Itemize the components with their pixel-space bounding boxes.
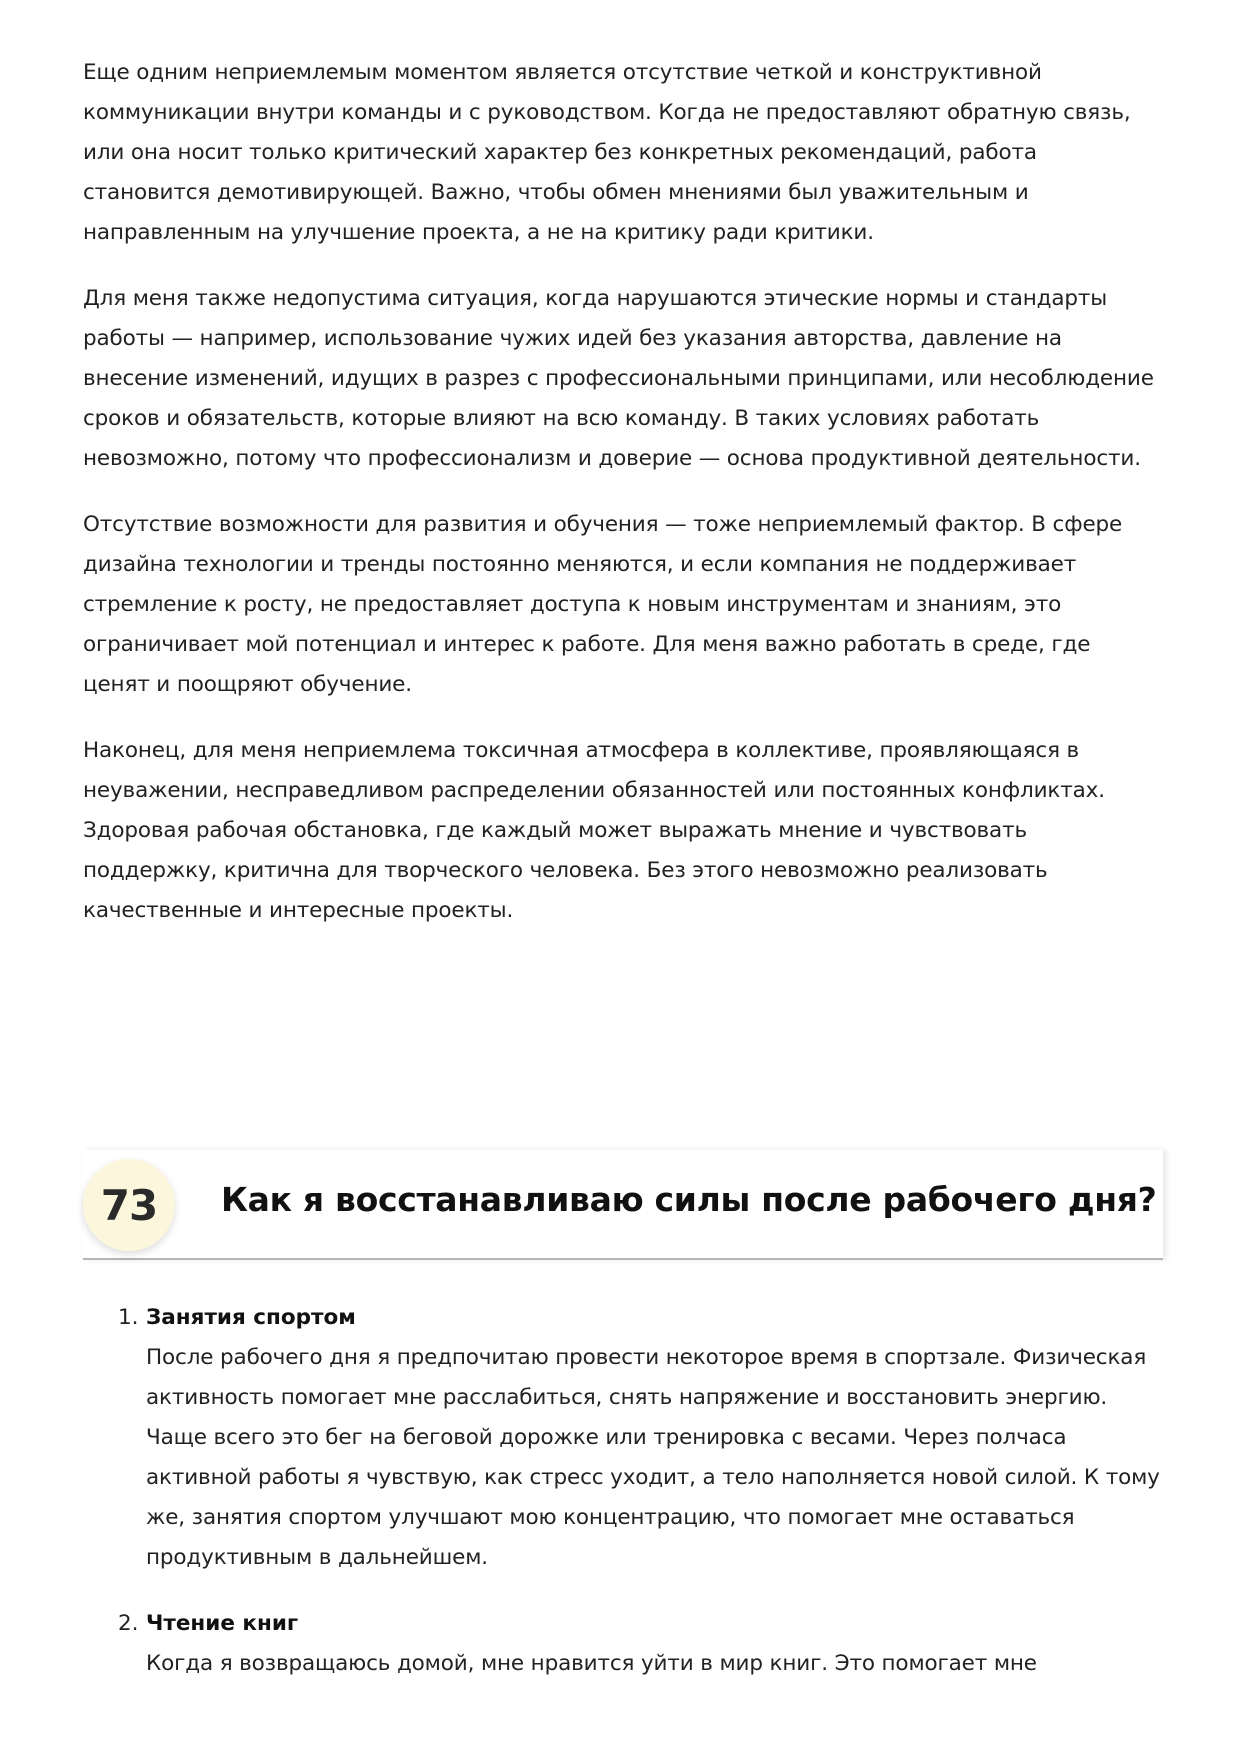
list-item-body: После рабочего дня я предпочитаю провести некоторое время в спортзале. Физическая активность помогает мне расслабиться, снять напряжение и восстановить энергию. Чаще всего это бег на беговой дорожке или тренировка с весами. Через полчаса активной работы я чувствую, как стресс уходит, а тело наполняется новой силой. К тому же, занятия спортом улучшают мою концентрацию, что помогает мне оставаться продуктивным в дальнейшем. xyxy=(146,1345,1160,1570)
body-text xyxy=(83,53,1163,931)
paragraph-communication: Еще одним неприемлемым моментом является отсутствие четкой и конструктивной коммуникации внутри команды и с руководством. Когда не предоставляют обратную связь, или она носит только критический характер без конкретных рекомендаций, работа становится демотивирующей. Важно, чтобы обмен мнениями был уважительным и направленным на улучшение проекта, а не на критику ради критики. xyxy=(83,60,1131,245)
list-item-body: Когда я возвращаюсь домой, мне нравится уйти в мир книг. Это помогает мне xyxy=(146,1651,1037,1676)
section-title: Как я восстанавливаю силы после рабочего дня? xyxy=(221,1180,1157,1219)
section-header xyxy=(83,1145,1163,1260)
list-item-reading xyxy=(83,1604,1163,1684)
recovery-list xyxy=(83,1298,1163,1684)
list-item-number: 2. xyxy=(118,1611,139,1636)
list-item-number: 1. xyxy=(118,1305,139,1330)
section-number-badge: 73 xyxy=(83,1159,175,1251)
paragraph-development: Отсутствие возможности для развития и обучения — тоже неприемлемый фактор. В сфере дизайна технологии и тренды постоянно меняются, и если компания не поддерживает стремление к росту, не предоставляет доступа к новым инструментам и знаниям, это ограничивает мой потенциал и интерес к работе. Для меня важно работать в среде, где ценят и поощряют обучение. xyxy=(83,512,1123,697)
list-item-title: Чтение книг xyxy=(146,1611,299,1636)
list-item-title: Занятия спортом xyxy=(146,1305,356,1330)
list-item-sport xyxy=(83,1298,1163,1578)
paragraph-ethics: Для меня также недопустима ситуация, когда нарушаются этические нормы и стандарты работы — например, использование чужих идей без указания авторства, давление на внесение изменений, идущих в разрез с профессиональными принципами, или несоблюдение сроков и обязательств, которые влияют на всю команду. В таких условиях работать невозможно, потому что профессионализм и доверие — основа продуктивной деятельности. xyxy=(83,286,1154,471)
paragraph-atmosphere: Наконец, для меня неприемлема токсичная атмосфера в коллективе, проявляющаяся в неуважении, несправедливом распределении обязанностей или постоянных конфликтах. Здоровая рабочая обстановка, где каждый может выражать мнение и чувствовать поддержку, критична для творческого человека. Без этого невозможно реализовать качественные и интересные проекты. xyxy=(83,738,1105,923)
